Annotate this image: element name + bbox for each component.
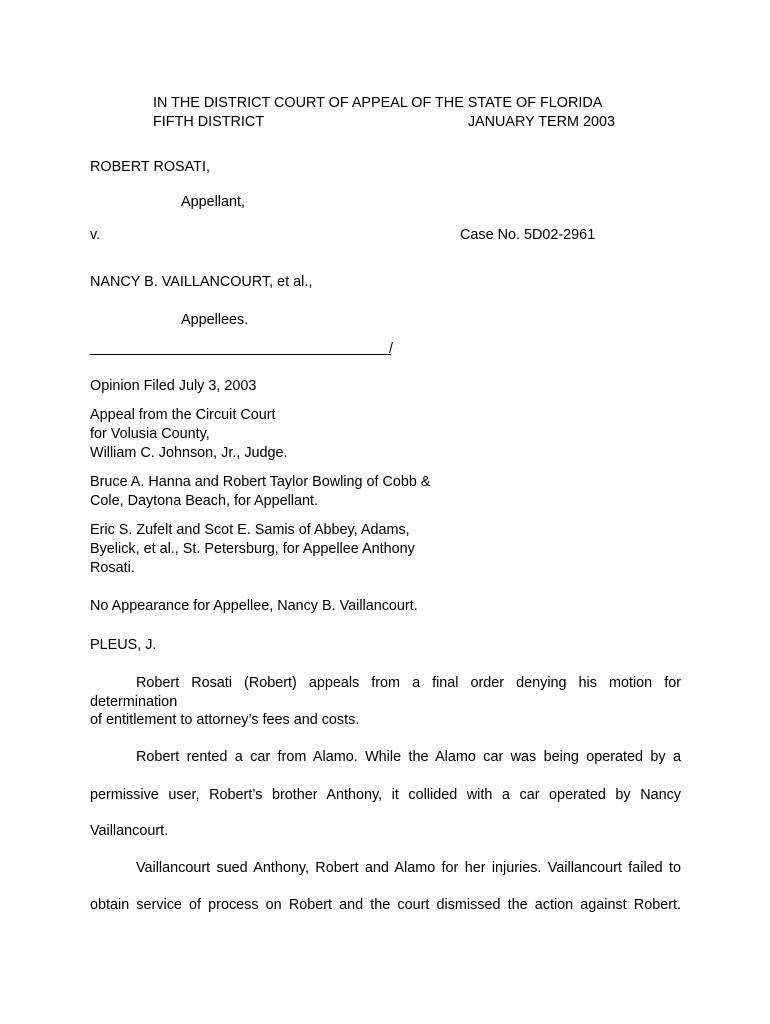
- caption-rule-slash: /: [389, 341, 393, 357]
- appellee-counsel: Eric S. Zufelt and Scot E. Samis of Abbey, Adams, Byelick, et al., St. Petersburg, for Appellee Anthony Rosati.: [90, 522, 415, 576]
- opinion-paragraph-3-line-2: obtain service of process on Robert and the court dismissed the action against Robert.: [90, 897, 681, 913]
- district-name: FIFTH DISTRICT: [153, 114, 265, 130]
- opinion-paragraph-2-line-2: permissive user, Robert’s brother Anthony, it collided with a car operated by Nancy: [90, 787, 681, 803]
- versus: v.: [90, 227, 101, 243]
- appellant-role: Appellant,: [181, 194, 246, 210]
- opinion-paragraph-2-line-1: Robert rented a car from Alamo. While the Alamo car was being operated by a: [136, 749, 681, 765]
- opinion-paragraph-1-line-1: Robert Rosati (Robert) appeals from a final order denying his motion for determination: [90, 675, 681, 710]
- opinion-filed-date: Opinion Filed July 3, 2003: [90, 378, 257, 394]
- caption-rule: [90, 354, 391, 355]
- opinion-paragraph-1-line-2: of entitlement to attorney’s fees and costs.: [90, 712, 360, 728]
- appellee-name: NANCY B. VAILLANCOURT, et al.,: [90, 274, 313, 290]
- appellant-counsel: Bruce A. Hanna and Robert Taylor Bowling of Cobb & Cole, Daytona Beach, for Appellant.: [90, 474, 431, 509]
- appellee-role: Appellees.: [181, 312, 249, 328]
- term-label: JANUARY TERM 2003: [467, 114, 615, 130]
- no-appearance-note: No Appearance for Appellee, Nancy B. Vaillancourt.: [90, 598, 418, 614]
- opinion-paragraph-3-line-1: Vaillancourt sued Anthony, Robert and Alamo for her injuries. Vaillancourt failed to: [136, 860, 681, 876]
- court-title: IN THE DISTRICT COURT OF APPEAL OF THE STATE OF FLORIDA: [153, 95, 603, 111]
- opinion-paragraph-2-line-3: Vaillancourt.: [90, 823, 169, 839]
- appeal-source: Appeal from the Circuit Court for Volusia County, William C. Johnson, Jr., Judge.: [90, 407, 288, 461]
- case-number: Case No. 5D02-2961: [460, 227, 596, 243]
- appellant-name: ROBERT ROSATI,: [90, 159, 210, 175]
- opinion-author: PLEUS, J.: [90, 637, 157, 653]
